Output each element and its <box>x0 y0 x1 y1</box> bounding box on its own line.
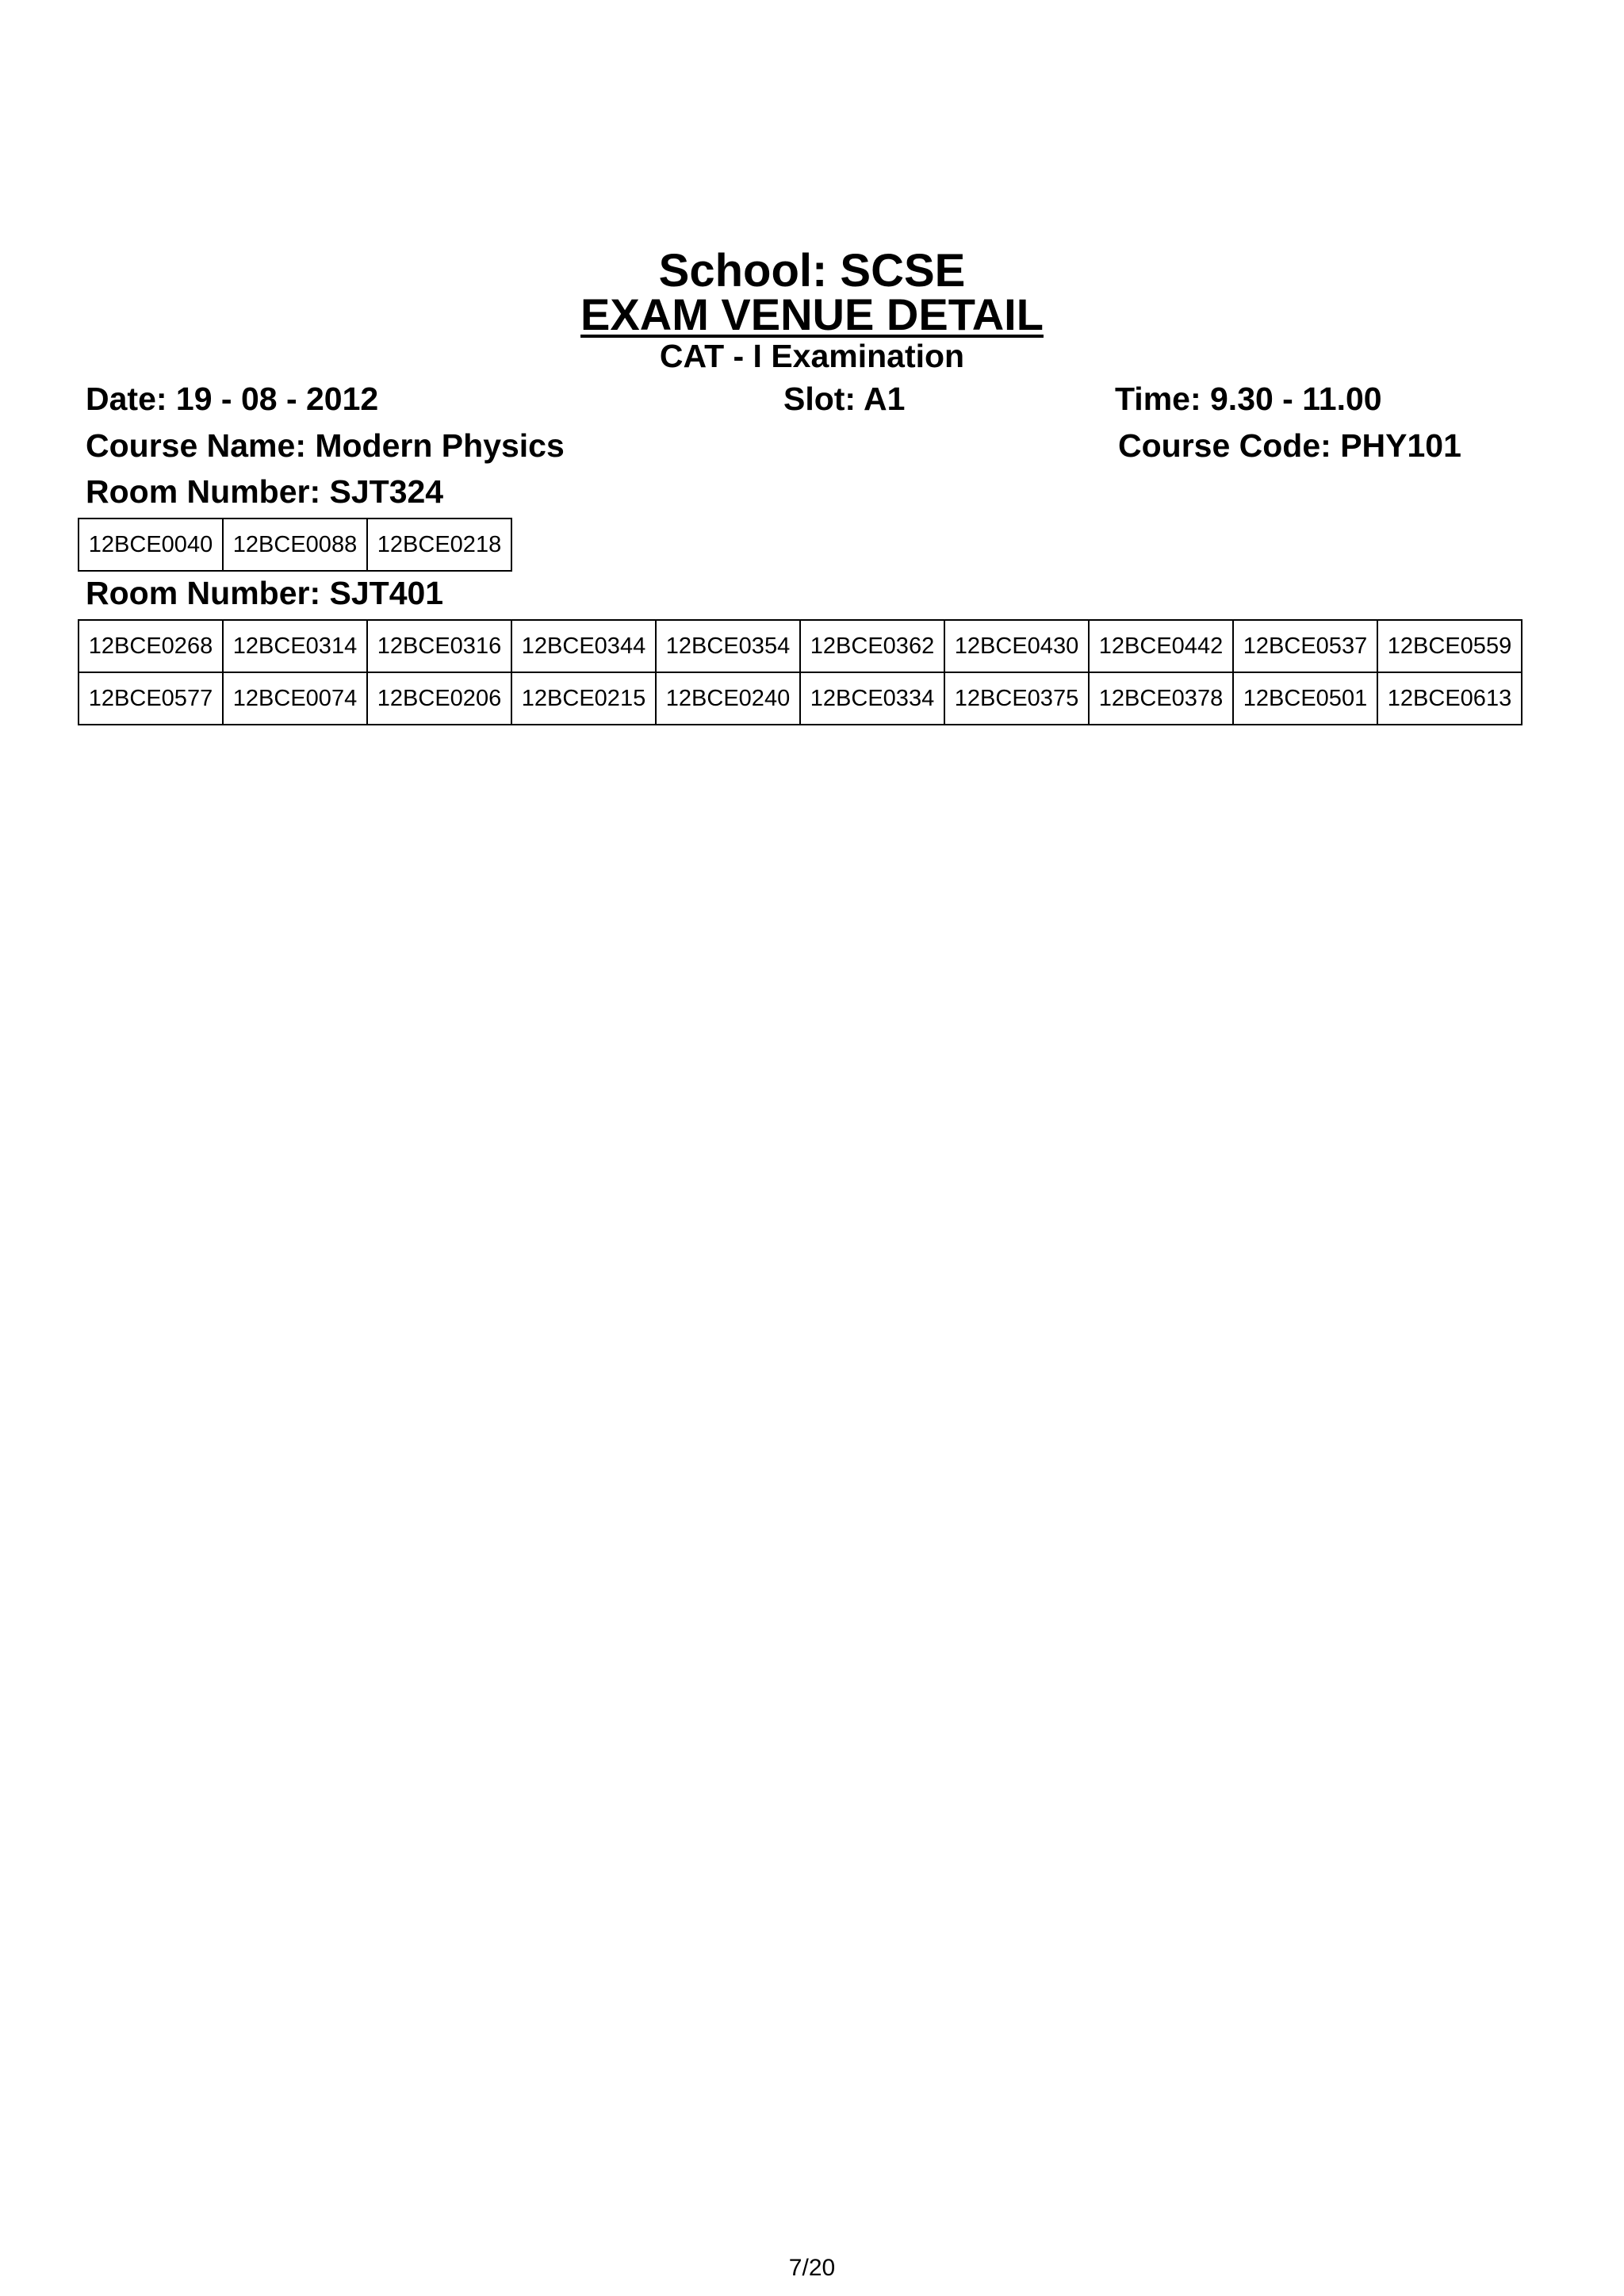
exam-time: Time: 9.30 - 11.00 <box>1115 381 1382 417</box>
school-title: School: SCSE <box>658 245 966 297</box>
room-table-sjt324 <box>78 518 512 572</box>
roll-cell: 12BCE0206 <box>367 672 511 725</box>
roll-cell: 12BCE0354 <box>656 620 800 672</box>
roll-cell: 12BCE0442 <box>1089 620 1233 672</box>
exam-name: CAT - I Examination <box>659 338 965 374</box>
page-number: 7/20 <box>788 2255 836 2281</box>
roll-cell: 12BCE0240 <box>656 672 800 725</box>
table-row <box>79 519 511 571</box>
roll-cell: 12BCE0613 <box>1377 672 1522 725</box>
page-heading: EXAM VENUE DETAIL <box>580 289 1044 339</box>
table-row <box>79 672 1522 725</box>
table-row <box>79 620 1522 672</box>
roll-cell: 12BCE0268 <box>79 620 223 672</box>
roll-cell: 12BCE0334 <box>800 672 944 725</box>
course-name: Course Name: Modern Physics <box>86 427 565 464</box>
roll-cell: 12BCE0362 <box>800 620 944 672</box>
room-label-sjt324: Room Number: SJT324 <box>86 473 444 510</box>
course-code: Course Code: PHY101 <box>1118 427 1461 464</box>
roll-cell: 12BCE0537 <box>1233 620 1377 672</box>
roll-cell: 12BCE0375 <box>944 672 1089 725</box>
exam-slot: Slot: A1 <box>783 381 906 417</box>
roll-cell: 12BCE0559 <box>1377 620 1522 672</box>
roll-cell: 12BCE0074 <box>223 672 367 725</box>
roll-cell: 12BCE0040 <box>79 519 223 571</box>
exam-date: Date: 19 - 08 - 2012 <box>86 381 379 417</box>
roll-cell: 12BCE0577 <box>79 672 223 725</box>
roll-cell: 12BCE0316 <box>367 620 511 672</box>
room-label-sjt401: Room Number: SJT401 <box>86 575 444 611</box>
roll-cell: 12BCE0430 <box>944 620 1089 672</box>
roll-cell: 12BCE0501 <box>1233 672 1377 725</box>
room-table-sjt401 <box>78 619 1522 725</box>
roll-cell: 12BCE0088 <box>223 519 367 571</box>
roll-cell: 12BCE0344 <box>511 620 656 672</box>
roll-cell: 12BCE0378 <box>1089 672 1233 725</box>
roll-cell: 12BCE0215 <box>511 672 656 725</box>
roll-cell: 12BCE0314 <box>223 620 367 672</box>
roll-cell: 12BCE0218 <box>367 519 511 571</box>
